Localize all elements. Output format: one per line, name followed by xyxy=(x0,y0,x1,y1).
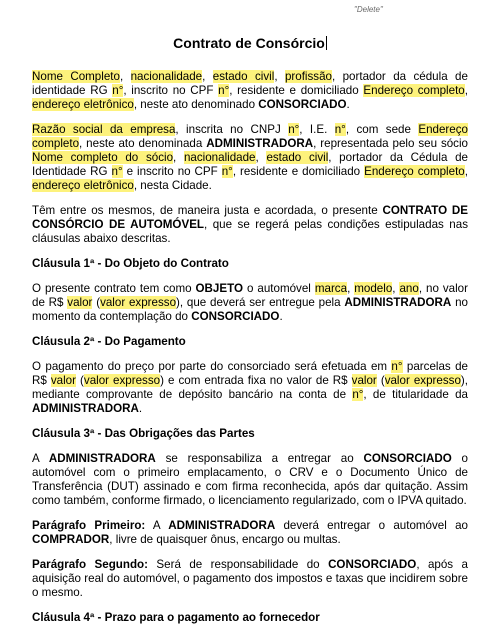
text-run: , xyxy=(464,84,468,97)
placeholder-field: n° xyxy=(111,165,123,178)
text-cursor xyxy=(326,36,327,50)
document-page[interactable] xyxy=(32,30,468,625)
text-run: , neste ato denominada xyxy=(79,137,207,150)
placeholder-field: estado civil xyxy=(266,151,329,164)
placeholder-field: n° xyxy=(221,165,233,178)
clause-2-heading: Cláusula 2ª - Do Pagamento xyxy=(32,335,186,348)
text-run: . xyxy=(279,310,283,323)
placeholder-field: endereço eletrônico xyxy=(32,98,134,111)
placeholder-field: endereço eletrônico xyxy=(32,179,134,192)
text-run: ), mediante comprovante de depósito bancário na conta de xyxy=(32,374,468,401)
party-name: COMPRADOR xyxy=(32,533,110,546)
placeholder-field: n° xyxy=(391,360,403,373)
party-name: CONSORCIADO xyxy=(191,310,280,323)
text-run: , livre de quaisquer ônus, encargo ou multas. xyxy=(109,533,341,546)
text-run: O pagamento do preço por parte do consorciado será efetuada em xyxy=(32,360,392,373)
text-run: parcelas de R$ xyxy=(32,360,468,387)
party-name: CONSORCIADO xyxy=(258,98,347,111)
placeholder-field: Nome completo do sócio xyxy=(32,151,174,164)
text-run: , de titularidade da xyxy=(363,388,468,401)
text-run: ( xyxy=(376,374,385,387)
text-run: , nesta Cidade. xyxy=(133,179,212,192)
placeholder-field: ano xyxy=(399,282,419,295)
text-run: Têm entre os mesmos, de maneira justa e acordada, o presente xyxy=(32,204,383,217)
text-run: , após a aquisição real do automóvel, o pagamento dos impostos e taxas que incidirem sobre o mesmo. xyxy=(32,558,468,599)
paragraph-administradora xyxy=(32,123,468,193)
placeholder-field: valor expresso xyxy=(83,374,161,387)
text-run: , portador da cédula de identidade RG xyxy=(32,70,468,97)
text-run: Será de responsabilidade do xyxy=(148,558,329,571)
text-run: O presente contrato tem como xyxy=(32,282,196,295)
text-run: , I.E. xyxy=(299,123,335,136)
placeholder-field: n° xyxy=(218,84,230,97)
document-title-text: Contrato de Consórcio xyxy=(173,35,325,51)
clause-4-heading: Cláusula 4ª - Prazo para o pagamento ao fornecedor xyxy=(32,611,320,624)
paragraph-consorciado xyxy=(32,70,468,112)
text-run: , xyxy=(464,165,468,178)
text-run: , xyxy=(392,282,400,295)
paragraph-second xyxy=(32,558,468,600)
placeholder-field: nacionalidade xyxy=(183,151,256,164)
placeholder-field: modelo xyxy=(354,282,393,295)
document-title[interactable] xyxy=(32,34,468,52)
bold-term: OBJETO xyxy=(195,282,243,295)
top-strip-delete-text: "Delete" xyxy=(354,5,383,14)
party-name: ADMINISTRADORA xyxy=(48,452,156,465)
placeholder-field: Nome Completo xyxy=(32,70,120,83)
placeholder-field: valor expresso xyxy=(100,296,177,309)
paragraph-label: Parágrafo Primeiro: xyxy=(32,519,146,532)
text-run: , xyxy=(173,151,184,164)
placeholder-field: valor xyxy=(50,374,76,387)
text-run: ( xyxy=(92,296,101,309)
placeholder-field: n° xyxy=(352,388,364,401)
text-run: . xyxy=(346,98,350,111)
text-run: , xyxy=(119,70,131,83)
text-run: , residente e domiciliado xyxy=(229,84,364,97)
text-run: , neste ato denominado xyxy=(133,98,259,111)
paragraph-label: Parágrafo Segundo: xyxy=(32,558,148,571)
text-run: , com sede xyxy=(345,123,419,136)
text-run: , xyxy=(255,151,267,164)
text-run: , xyxy=(347,282,355,295)
text-run: , inscrito no CPF xyxy=(123,84,219,97)
party-name: ADMINISTRADORA xyxy=(32,402,139,415)
text-run: , que se regerá pelas condições estipuladas nas cláusulas abaixo descritas. xyxy=(32,218,469,245)
paragraph-intro xyxy=(32,204,468,246)
contract-name: CONTRATO DE CONSÓRCIO DE AUTOMÓVEL xyxy=(32,204,469,231)
placeholder-field: valor xyxy=(67,296,93,309)
paragraph-clause-1 xyxy=(32,282,468,324)
placeholder-field: marca xyxy=(314,282,348,295)
clause-1-heading: Cláusula 1ª - Do Objeto do Contrato xyxy=(32,257,229,270)
paragraph-first xyxy=(32,519,468,547)
placeholder-field: Endereço completo xyxy=(363,84,465,97)
party-name: ADMINISTRADORA xyxy=(206,137,314,150)
text-run: ), que deverá ser entregue pela xyxy=(176,296,345,309)
paragraph-clause-2 xyxy=(32,360,468,416)
top-strip-fragment xyxy=(340,0,500,16)
text-run: ( xyxy=(76,374,84,387)
placeholder-field: n° xyxy=(112,84,124,97)
placeholder-field: Endereço completo xyxy=(32,123,468,150)
text-run: , residente e domiciliado xyxy=(232,165,365,178)
text-run: , xyxy=(274,70,285,83)
party-name: ADMINISTRADORA xyxy=(168,519,276,532)
placeholder-field: nacionalidade xyxy=(130,70,203,83)
text-run: , portador da Cédula de Identidade RG xyxy=(32,151,468,178)
text-run: o automóvel xyxy=(243,282,315,295)
clause-3-heading: Cláusula 3ª - Das Obrigações das Partes xyxy=(32,427,255,440)
text-run: deverá entregar o automóvel ao xyxy=(275,519,468,532)
placeholder-field: profissão xyxy=(284,70,332,83)
placeholder-field: valor expresso xyxy=(384,374,461,387)
text-run: . xyxy=(138,402,143,415)
placeholder-field: n° xyxy=(288,123,300,136)
text-run: , inscrita no CNPJ xyxy=(175,123,289,136)
placeholder-field: valor xyxy=(351,374,377,387)
text-run: ) e com entrada fixa no valor de R$ xyxy=(160,374,352,387)
text-run: e inscrito no CPF xyxy=(122,165,222,178)
placeholder-field: Razão social da empresa xyxy=(32,123,176,136)
party-name: CONSORCIADO xyxy=(328,558,417,571)
text-run: A xyxy=(145,519,169,532)
text-run: A xyxy=(32,452,49,465)
text-run: , no valor de R$ xyxy=(32,282,468,309)
text-run: , representada pelo seu sócio xyxy=(313,137,469,150)
placeholder-field: n° xyxy=(334,123,346,136)
party-name: ADMINISTRADORA xyxy=(344,296,452,309)
text-run: , xyxy=(202,70,213,83)
text-run: se responsabiliza a entregar ao xyxy=(155,452,364,465)
placeholder-field: Endereço completo xyxy=(364,165,465,178)
placeholder-field: estado civil xyxy=(212,70,275,83)
text-run: o automóvel com o primeiro emplacamento, o CRV e o Documento Único de Transferência (DUT) assinado e com firma reconhecida, após dar quitação. Assim como também, conforme firmado, o licenciamento regularizado, com o IPVA quitado. xyxy=(32,452,468,507)
party-name: CONSORCIADO xyxy=(363,452,452,465)
paragraph-clause-3 xyxy=(32,452,468,508)
text-run: no momento da contemplação do xyxy=(32,296,468,323)
